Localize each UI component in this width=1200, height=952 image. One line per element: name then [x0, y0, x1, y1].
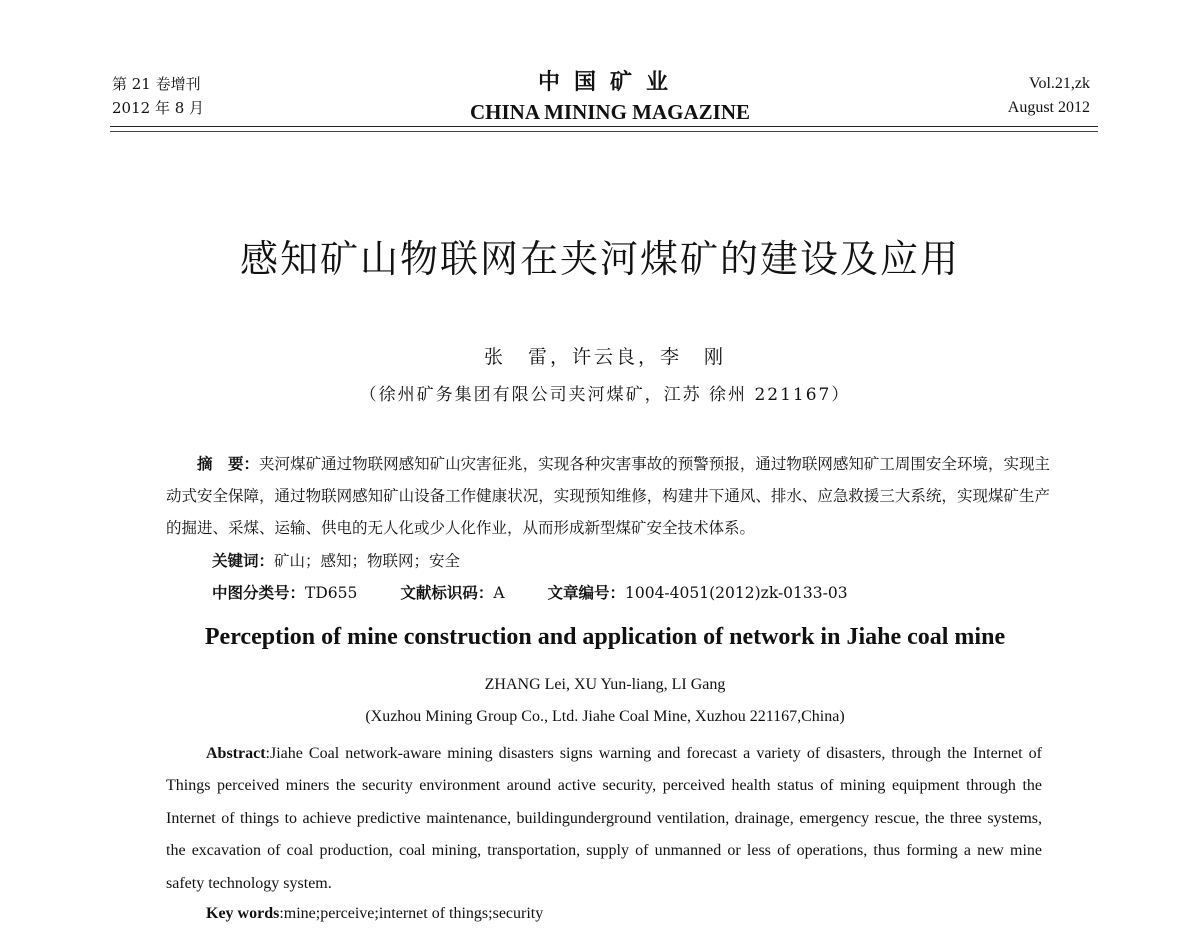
volume-en: Vol.21,zk: [1028, 75, 1090, 92]
abstract-en-text: :Jiahe Coal network-aware mining disasters signs warning and forecast a variety of disasters, through the Internet of Things perceived miners the security environment around active security, perceived health status of mining equipment through the Internet of things to achieve predictive maintenance, buildingunderground ventilation, drainage, emergency rescue, the three systems, the excavation of coal production, coal mining, transportation, supply of unmanned or less of operations, thus forming a new mine safety technology system.: [166, 745, 1042, 892]
keywords-en-label: Key words: [206, 905, 280, 922]
article-title-en: Perception of mine construction and application of network in Jiahe coal mine: [204, 624, 1006, 650]
doc-code-label: 文献标识码：: [400, 583, 494, 602]
keywords-en-text: :mine;perceive;internet of things;security: [279, 905, 544, 922]
article-no-item: [547, 581, 847, 605]
authors-en: ZHANG Lei, XU Yun-liang, LI Gang: [484, 676, 726, 693]
abstract-cn-text: 夹河煤矿通过物联网感知矿山灾害征兆，实现各种灾害事故的预警预报，通过物联网感知矿工周围安全环境，实现主动式安全保障，通过物联网感知矿山设备工作健康状况，实现预知维修，构建井下通风、排水、应急救援三大系统，实现煤矿生产的掘进、采煤、运输、供电的无人化或少人化作业，从而形成新型煤矿安全技术体系。: [166, 455, 1050, 537]
authors-cn: 张 雷，许云良，李 刚: [483, 346, 726, 368]
keywords-cn-text: 矿山；感知；物联网；安全: [274, 552, 461, 570]
journal-name-cn: 中国矿业: [537, 69, 682, 95]
abstract-en-label: Abstract: [206, 745, 266, 762]
article-no-value: 1004-4051(2012)zk-0133-03: [624, 584, 848, 602]
journal-masthead: [400, 68, 820, 126]
header-rule-thin: [110, 131, 1098, 132]
affiliation-en: (Xuzhou Mining Group Co., Ltd. Jiahe Coal Mine, Xuzhou 221167,China): [365, 708, 845, 725]
keywords-en: [206, 902, 543, 926]
journal-name-en: CHINA MINING MAGAZINE: [469, 100, 750, 124]
abstract-cn: [166, 448, 1050, 544]
header-right: [1008, 72, 1090, 120]
classification-line: [212, 581, 886, 605]
date-en: August 2012: [1007, 99, 1090, 116]
affiliation-cn: （徐州矿务集团有限公司夹河煤矿，江苏 徐州 221167）: [359, 385, 851, 405]
header-rule-thick: [110, 126, 1098, 127]
keywords-cn: [212, 549, 460, 573]
doc-code-item: [400, 581, 504, 605]
doc-code-value: A: [493, 584, 505, 602]
keywords-cn-label: 关键词：: [212, 551, 275, 570]
clc-item: [212, 581, 357, 605]
clc-value: TD655: [305, 584, 358, 602]
clc-label: 中图分类号：: [212, 583, 306, 602]
abstract-cn-label: 摘 要：: [197, 454, 260, 473]
abstract-en: [166, 738, 1042, 900]
header-left: [112, 72, 204, 120]
article-no-label: 文章编号：: [547, 583, 625, 602]
volume-cn: 第 21 卷增刊: [112, 75, 201, 93]
article-title-cn: 感知矿山物联网在夹河煤矿的建设及应用: [239, 237, 960, 281]
date-cn: 2012 年 8 月: [112, 99, 205, 117]
